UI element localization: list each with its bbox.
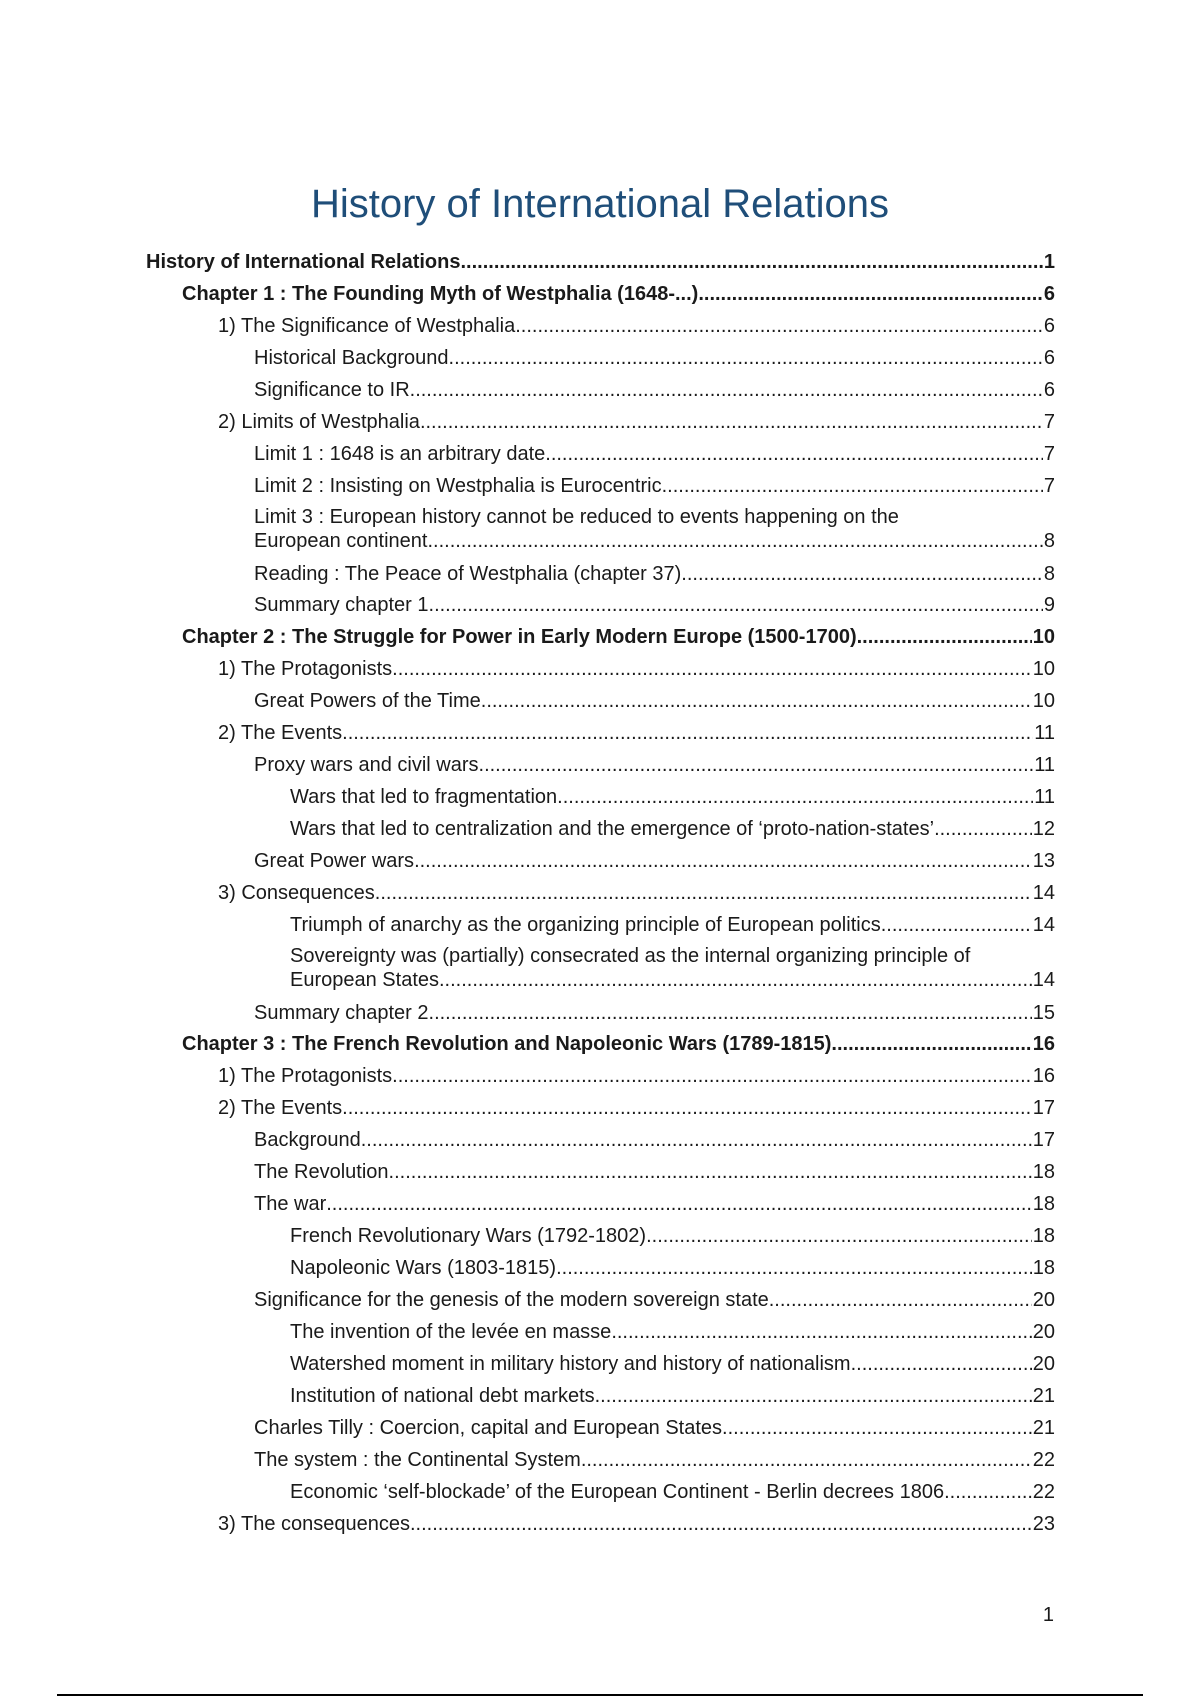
toc-entry-text: Wars that led to fragmentation bbox=[290, 786, 558, 808]
toc-entry[interactable] bbox=[254, 689, 1055, 713]
toc-entry-text-line1: Sovereignty was (partially) consecrated as the internal organizing principle of bbox=[290, 945, 971, 967]
toc-page-number: 17 bbox=[1032, 1129, 1055, 1151]
toc-page-number: 6 bbox=[1043, 379, 1055, 401]
toc-page-number: 18 bbox=[1032, 1225, 1055, 1247]
toc-page-number: 18 bbox=[1032, 1257, 1055, 1279]
toc-entry[interactable] bbox=[254, 474, 1055, 498]
dot-leader bbox=[342, 1096, 1032, 1120]
dot-leader bbox=[934, 817, 1032, 841]
toc-page-number: 17 bbox=[1032, 1097, 1055, 1119]
toc-entry[interactable] bbox=[290, 944, 1055, 992]
toc-entry-text: French Revolutionary Wars (1792-1802) bbox=[290, 1225, 647, 1247]
dot-leader bbox=[342, 721, 1033, 745]
toc-entry-text: Background bbox=[254, 1129, 361, 1151]
toc-entry[interactable] bbox=[218, 1512, 1055, 1536]
dot-leader bbox=[479, 753, 1034, 777]
toc-page-number: 12 bbox=[1032, 818, 1055, 840]
toc-page-number: 14 bbox=[1032, 969, 1055, 991]
toc-page-number: 14 bbox=[1032, 882, 1055, 904]
dot-leader bbox=[595, 1384, 1032, 1408]
toc-entry-text: 1) The Protagonists bbox=[218, 658, 393, 680]
toc-entry-text: Napoleonic Wars (1803-1815) bbox=[290, 1257, 557, 1279]
toc-page-number: 18 bbox=[1032, 1193, 1055, 1215]
toc-entry[interactable] bbox=[290, 1320, 1055, 1344]
toc-entry[interactable] bbox=[254, 346, 1055, 370]
toc-page-number: 10 bbox=[1032, 626, 1055, 648]
toc-entry-text: 3) The consequences bbox=[218, 1513, 410, 1535]
dot-leader bbox=[460, 250, 1042, 274]
toc-entry[interactable] bbox=[218, 657, 1055, 681]
dot-leader bbox=[646, 1224, 1032, 1248]
toc-entry[interactable] bbox=[254, 442, 1055, 466]
page-title: History of International Relations bbox=[310, 182, 890, 226]
toc-page-number: 18 bbox=[1032, 1161, 1055, 1183]
toc-entry[interactable] bbox=[290, 817, 1055, 841]
toc-entry-text: Economic ‘self-blockade’ of the European Continent - Berlin decrees 1806. bbox=[290, 1481, 950, 1503]
toc-entry-text: Charles Tilly : Coercion, capital and European States bbox=[254, 1417, 723, 1439]
page-number: 1 bbox=[1042, 1604, 1054, 1626]
toc-page-number: 20 bbox=[1032, 1353, 1055, 1375]
dot-leader bbox=[662, 474, 1043, 498]
dot-leader bbox=[410, 1512, 1032, 1536]
toc-page-number: 22 bbox=[1032, 1449, 1055, 1471]
toc-page-number: 16 bbox=[1032, 1033, 1055, 1055]
toc-entry-text: Great Power wars bbox=[254, 850, 415, 872]
toc-page-number: 15 bbox=[1032, 1002, 1055, 1024]
toc-entry-text: Great Powers of the Time bbox=[254, 690, 481, 712]
dot-leader bbox=[556, 1256, 1032, 1280]
toc-page-number: 7 bbox=[1043, 443, 1055, 465]
dot-leader bbox=[698, 282, 1043, 306]
toc-entry[interactable] bbox=[254, 1192, 1055, 1216]
toc-entry[interactable] bbox=[254, 1001, 1055, 1025]
dot-leader bbox=[410, 378, 1043, 402]
toc-entry[interactable] bbox=[290, 1224, 1055, 1248]
toc-entry-text: Summary chapter 1 bbox=[254, 594, 429, 616]
toc-page-number: 20 bbox=[1032, 1289, 1055, 1311]
toc-entry[interactable] bbox=[254, 753, 1055, 777]
toc-entry-text-line2: European continent bbox=[254, 530, 428, 552]
toc-entry-text: The Revolution bbox=[254, 1161, 389, 1183]
dot-leader bbox=[881, 913, 1032, 937]
footer-divider bbox=[57, 1694, 1143, 1696]
toc-entry-text: Proxy wars and civil wars bbox=[254, 754, 479, 776]
toc-entry[interactable] bbox=[254, 505, 1055, 553]
toc-entry-text: 1) The Significance of Westphalia bbox=[218, 315, 516, 337]
dot-leader bbox=[950, 1480, 1032, 1504]
toc-entry-text: Triumph of anarchy as the organizing principle of European politics bbox=[290, 914, 881, 936]
toc-entry[interactable] bbox=[218, 881, 1055, 905]
toc-entry[interactable] bbox=[218, 410, 1055, 434]
toc-page-number: 10 bbox=[1032, 658, 1055, 680]
dot-leader bbox=[515, 314, 1043, 338]
toc-entry[interactable] bbox=[254, 593, 1055, 617]
toc-entry-text: Reading : The Peace of Westphalia (chapter 37) bbox=[254, 563, 682, 585]
dot-leader bbox=[375, 881, 1032, 905]
toc-entry-text: 2) The Events bbox=[218, 1097, 343, 1119]
toc-entry-text: The war bbox=[254, 1193, 327, 1215]
toc-entry[interactable] bbox=[218, 1096, 1055, 1120]
toc-page-number: 1 bbox=[1043, 251, 1055, 273]
toc-page-number: 6 bbox=[1043, 283, 1055, 305]
toc-page-number: 21 bbox=[1032, 1385, 1055, 1407]
dot-leader bbox=[611, 1320, 1031, 1344]
toc-entry[interactable] bbox=[182, 1032, 1055, 1056]
dot-leader bbox=[831, 1032, 1031, 1056]
toc-page-number: 6 bbox=[1043, 315, 1055, 337]
toc-entry-text: 2) Limits of Westphalia bbox=[218, 411, 420, 433]
toc-entry-text: Chapter 3 : The French Revolution and Napoleonic Wars (1789-1815) bbox=[182, 1033, 832, 1055]
toc-entry-text: History of International Relations bbox=[146, 251, 461, 273]
toc-page-number: 8 bbox=[1043, 563, 1055, 585]
toc-entry-text-line1: Limit 3 : European history cannot be reduced to events happening on the bbox=[254, 506, 899, 528]
toc-page-number: 16 bbox=[1032, 1065, 1055, 1087]
toc-entry-text: The system : the Continental System bbox=[254, 1449, 581, 1471]
toc-entry-text: Chapter 1 : The Founding Myth of Westphalia (1648-...) bbox=[182, 283, 699, 305]
toc-entry[interactable] bbox=[254, 849, 1055, 873]
dot-leader bbox=[427, 529, 1042, 553]
toc-entry-text: Wars that led to centralization and the emergence of ‘proto-nation-states’ bbox=[290, 818, 935, 840]
toc-entry[interactable] bbox=[182, 625, 1055, 649]
toc-entry[interactable] bbox=[182, 282, 1055, 306]
dot-leader bbox=[481, 689, 1032, 713]
toc-entry-text: 3) Consequences bbox=[218, 882, 375, 904]
dot-leader bbox=[429, 593, 1043, 617]
toc-entry[interactable] bbox=[254, 1448, 1055, 1472]
toc-entry[interactable] bbox=[290, 1480, 1055, 1504]
toc-entry[interactable] bbox=[254, 562, 1055, 586]
toc-entry-text: Institution of national debt markets bbox=[290, 1385, 595, 1407]
toc-page-number: 11 bbox=[1034, 722, 1055, 744]
dot-leader bbox=[389, 1160, 1032, 1184]
toc-page-number: 22 bbox=[1032, 1481, 1055, 1503]
toc-entry-text: Historical Background bbox=[254, 347, 449, 369]
dot-leader bbox=[420, 410, 1043, 434]
dot-leader bbox=[439, 968, 1032, 992]
toc-entry[interactable] bbox=[218, 721, 1055, 745]
toc-entry-text: Watershed moment in military history and history of nationalism bbox=[290, 1353, 851, 1375]
toc-entry-text: Limit 1 : 1648 is an arbitrary date bbox=[254, 443, 546, 465]
toc-entry[interactable] bbox=[254, 1160, 1055, 1184]
toc-page-number: 23 bbox=[1032, 1513, 1055, 1535]
toc-entry[interactable] bbox=[254, 1416, 1055, 1440]
dot-leader bbox=[769, 1288, 1032, 1312]
toc-entry-text: Chapter 2 : The Struggle for Power in Early Modern Europe (1500-1700) bbox=[182, 626, 857, 648]
toc-entry-text: The invention of the levée en masse bbox=[290, 1321, 612, 1343]
toc-entry-text: Significance to IR bbox=[254, 379, 410, 401]
toc-page-number: 11 bbox=[1034, 786, 1055, 808]
toc-page-number: 20 bbox=[1032, 1321, 1055, 1343]
toc-entry[interactable] bbox=[290, 1352, 1055, 1376]
toc-entry[interactable] bbox=[290, 785, 1055, 809]
toc-page-number: 10 bbox=[1032, 690, 1055, 712]
toc-page-number: 21 bbox=[1032, 1417, 1055, 1439]
toc-page-number: 13 bbox=[1032, 850, 1055, 872]
toc-page-number: 6 bbox=[1043, 347, 1055, 369]
toc-entry-text: 1) The Protagonists bbox=[218, 1065, 393, 1087]
dot-leader bbox=[581, 1448, 1032, 1472]
dot-leader bbox=[392, 1064, 1032, 1088]
toc-page-number: 7 bbox=[1043, 475, 1055, 497]
dot-leader bbox=[361, 1128, 1032, 1152]
dot-leader bbox=[851, 1352, 1032, 1376]
toc-entry[interactable] bbox=[290, 1256, 1055, 1280]
dot-leader bbox=[681, 562, 1043, 586]
dot-leader bbox=[429, 1001, 1032, 1025]
toc-entry[interactable] bbox=[254, 1288, 1055, 1312]
toc-entry[interactable] bbox=[218, 1064, 1055, 1088]
toc-entry-text: Significance for the genesis of the modern sovereign state bbox=[254, 1289, 769, 1311]
toc-entry-text-line2: European States bbox=[290, 969, 439, 991]
toc-entry[interactable] bbox=[254, 1128, 1055, 1152]
toc-page-number: 14 bbox=[1032, 914, 1055, 936]
dot-leader bbox=[392, 657, 1032, 681]
toc-page-number: 7 bbox=[1043, 411, 1055, 433]
dot-leader bbox=[414, 849, 1032, 873]
toc-entry[interactable] bbox=[254, 378, 1055, 402]
toc-entry-text: 2) The Events bbox=[218, 722, 343, 744]
dot-leader bbox=[557, 785, 1033, 809]
toc-page-number: 8 bbox=[1043, 530, 1055, 552]
toc-page-number: 9 bbox=[1043, 594, 1055, 616]
dot-leader bbox=[722, 1416, 1032, 1440]
toc-entry[interactable] bbox=[146, 250, 1055, 274]
dot-leader bbox=[326, 1192, 1032, 1216]
toc-entry[interactable] bbox=[290, 913, 1055, 937]
dot-leader bbox=[545, 442, 1043, 466]
toc-entry-text: Limit 2 : Insisting on Westphalia is Eurocentric bbox=[254, 475, 662, 497]
toc-page-number: 11 bbox=[1034, 754, 1055, 776]
dot-leader bbox=[857, 625, 1032, 649]
toc-entry-text: Summary chapter 2 bbox=[254, 1002, 429, 1024]
toc-entry[interactable] bbox=[290, 1384, 1055, 1408]
dot-leader bbox=[449, 346, 1043, 370]
toc-entry[interactable] bbox=[218, 314, 1055, 338]
